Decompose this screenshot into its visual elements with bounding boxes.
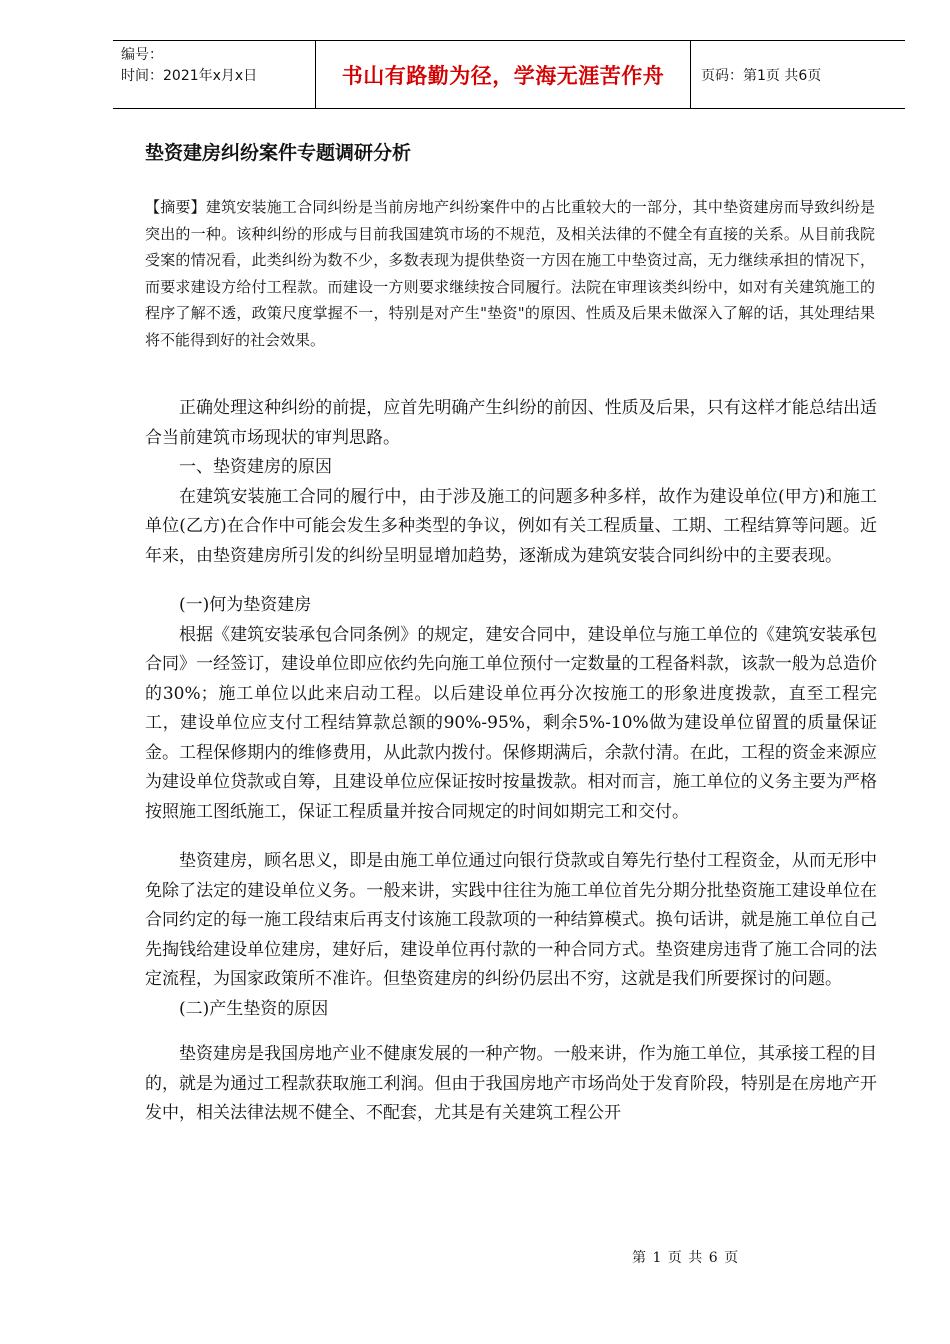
document-title: 垫资建房纠纷案件专题调研分析 bbox=[145, 142, 412, 164]
subsection-heading-1: (一)何为垫资建房 bbox=[179, 595, 312, 615]
section-heading-1: 一、垫资建房的原因 bbox=[179, 457, 332, 477]
paragraph-explanation: 垫资建房，顾名思义，即是由施工单位通过向银行贷款或自筹先行垫付工程资金，从而无形中免除了法定的建设单位义务。一般来讲，实践中往往为施工单位首先分期分批垫资施工建设单位在合同约定的每一施工段结束后再支付该施工段款项的一种结算模式。换句话讲，就是施工单位自己先掏钱给建设单位建房，建好后，建设单位再付款的一种合同方式。垫资建房违背了施工合同的法定流程，为国家政策所不准许。但垫资建房的纠纷仍层出不穷，这就是我们所要探讨的问题。 bbox=[145, 851, 877, 989]
document-time-label: 时间：2021年x月x日 bbox=[121, 68, 258, 84]
subsection-heading-2: (二)产生垫资的原因 bbox=[179, 998, 329, 1019]
paragraph-intro: 正确处理这种纠纷的前提，应首先明确产生纠纷的前因、性质及后果，只有这样才能总结出适合当前建筑市场现状的审判思路。 bbox=[145, 398, 877, 448]
header-motto: 书山有路勤为径，学海无涯苦作舟 bbox=[315, 41, 691, 108]
paragraph-causes: 在建筑安装施工合同的履行中，由于涉及施工的问题多种多样，故作为建设单位(甲方)和施工单位(乙方)在合作中可能会发生多种类型的争议，例如有关工程质量、工期、工程结算等问题。近年来，由垫资建房所引发的纠纷呈明显增加趋势，逐渐成为建筑安装合同纠纷中的主要表现。 bbox=[145, 486, 877, 566]
page-header bbox=[113, 40, 905, 109]
document-body bbox=[145, 394, 877, 1129]
paragraph-definition: 根据《建筑安装承包合同条例》的规定，建安合同中，建设单位与施工单位的《建筑安装承包合同》一经签订，建设单位即应依约先向施工单位预付一定数量的工程备料款，该款一般为总造价的30%；施工单位以此来启动工程。以后建设单位再分次按施工的形象进度拨款，直至工程完工，建设单位应支付工程结算款总额的90%-95%，剩余5%-10%做为建设单位留置的质量保证金。工程保修期内的维修费用，从此款内拨付。保修期满后，余款付清。在此，工程的资金来源应为建设单位贷款或自筹，且建设单位应保证按时按量拨款。相对而言，施工单位的义务主要为严格按照施工图纸施工，保证工程质量并按合同规定的时间如期完工和交付。 bbox=[145, 624, 877, 822]
abstract: 【摘要】建筑安装施工合同纠纷是当前房地产纠纷案件中的占比重较大的一部分，其中垫资建房而导致纠纷是突出的一种。该种纠纷的形成与目前我国建筑市场的不规范，及相关法律的不健全有直接的关系。从目前我院受案的情况看，此类纠纷为数不少，多数表现为提供垫资一方因在施工中垫资过高，无力继续承担的情况下，而要求建设方给付工程款。而建设一方则要求继续按合同履行。法院在审理该类纠纷中，如对有关建筑施工的程序了解不透，政策尺度掌握不一，特别是对产生"垫资"的原因、性质及后果未做深入了解的话，其处理结果将不能得到好的社会效果。 bbox=[145, 198, 875, 349]
header-meta bbox=[113, 41, 315, 108]
header-page-info: 页码：第1页 共6页 bbox=[701, 67, 822, 84]
document-number-label: 编号： bbox=[121, 47, 163, 63]
paragraph-reasons: 垫资建房是我国房地产业不健康发展的一种产物。一般来讲，作为施工单位，其承接工程的目的，就是为通过工程款获取施工利润。但由于我国房地产市场尚处于发育阶段，特别是在房地产开发中，相关法律法规不健全、不配套，尤其是有关建筑工程公开 bbox=[145, 1044, 877, 1123]
page-footer: 第 1 页 共 6 页 bbox=[632, 1250, 740, 1266]
